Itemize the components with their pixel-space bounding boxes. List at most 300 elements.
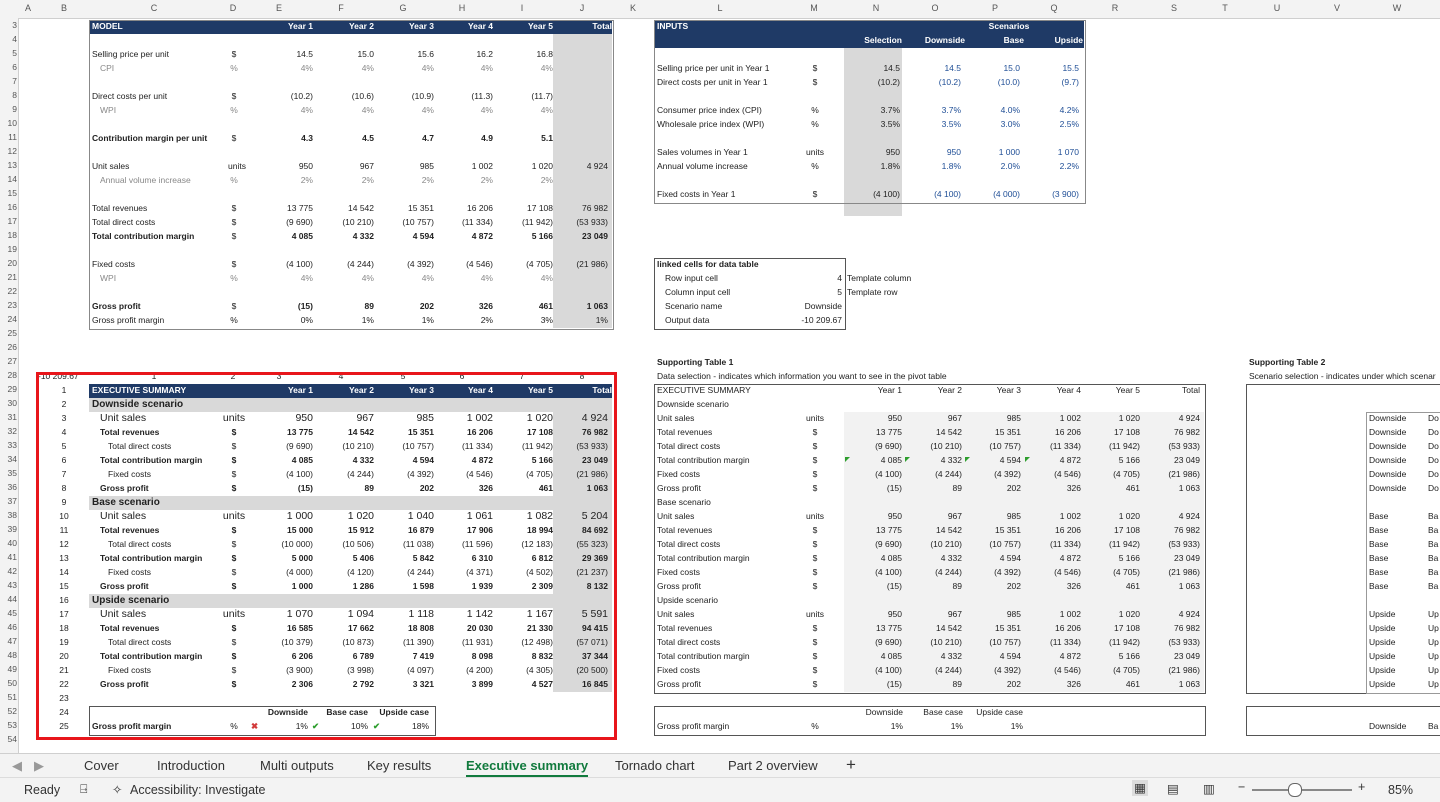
input-selection: 950: [885, 147, 900, 157]
linked-value: -10 209.67: [801, 315, 842, 325]
exec-row-number: 21: [59, 665, 69, 675]
exec-row-unit: $: [231, 483, 237, 493]
row-number: 10: [7, 118, 17, 128]
exec-cell: 16 585: [287, 623, 313, 633]
exec-row-label: Total direct costs: [108, 539, 172, 549]
exec-row-number: 20: [59, 651, 69, 661]
column-header: T: [1222, 3, 1228, 13]
input-label: Direct costs per unit in Year 1: [657, 77, 768, 87]
sheet-tabs-bar: [0, 753, 1440, 778]
support2-scenario: Base: [1369, 553, 1389, 563]
support2-scenario-trunc: Up: [1428, 679, 1439, 689]
check-icon: ✔: [373, 721, 381, 731]
exec-gpm-label: Gross profit margin: [92, 721, 172, 731]
row-number: 17: [7, 216, 17, 226]
row-number: 29: [7, 384, 17, 394]
exec-cell: (4 392): [407, 469, 434, 479]
support2-scenario-trunc: Ba: [1428, 553, 1439, 563]
input-selection: (4 100): [873, 189, 900, 199]
tab-tornado-chart[interactable]: Tornado chart: [615, 758, 695, 773]
exec-row-unit: $: [231, 679, 237, 689]
support2-scenario: Upside: [1369, 679, 1396, 689]
zoom-slider-handle[interactable]: [1288, 783, 1302, 797]
support1-cell: 89: [952, 483, 962, 493]
input-label: Selling price per unit in Year 1: [657, 63, 770, 73]
row-number: 21: [7, 272, 17, 282]
support1-cell: 89: [952, 679, 962, 689]
support1-block-title: Base scenario: [657, 497, 711, 507]
model-cell: 4 872: [471, 231, 493, 241]
model-cell: 461: [538, 301, 553, 311]
support1-cell: 5 166: [1118, 553, 1140, 563]
exec-row-label: Fixed costs: [108, 469, 151, 479]
model-cell: 2%: [480, 175, 493, 185]
exec-cell: 8 832: [531, 651, 553, 661]
input-label: Wholesale price index (WPI): [657, 119, 765, 129]
normal-view-icon[interactable]: ▦: [1132, 780, 1148, 796]
linked-title: linked cells for data table: [657, 259, 759, 269]
support1-cell: 326: [1066, 483, 1081, 493]
support1-cell: 4 872: [1059, 455, 1081, 465]
model-cell: 15 351: [408, 203, 434, 213]
row-number: 20: [7, 258, 17, 268]
exec-cell: (4 705): [526, 469, 553, 479]
support2-scenario: Upside: [1369, 651, 1396, 661]
exec-col-number: 6: [459, 371, 465, 381]
model-cell: (15): [297, 301, 313, 311]
exec-row-unit: $: [231, 525, 237, 535]
exec-cell: (15): [297, 483, 313, 493]
row-number: 16: [7, 202, 17, 212]
model-cell: 4%: [361, 105, 374, 115]
row-number: 6: [12, 62, 17, 72]
add-sheet-icon[interactable]: +: [846, 755, 856, 774]
check-icon: ✔: [312, 721, 320, 731]
support1-cell: 4 594: [999, 455, 1021, 465]
model-col-header: Year 2: [348, 21, 374, 31]
support2-scenario: Base: [1369, 525, 1389, 535]
support1-cell: 17 108: [1114, 623, 1140, 633]
row-number: 41: [7, 552, 17, 562]
input-label: Sales volumes in Year 1: [657, 147, 748, 157]
input-selection: 14.5: [883, 63, 900, 73]
support1-cell: (9 690): [875, 637, 902, 647]
support2-scenario: Downside: [1369, 483, 1407, 493]
exec-cell: (10 000): [281, 539, 313, 549]
exec-cell: (4 305): [526, 665, 553, 675]
support1-total: 23 049: [1174, 651, 1200, 661]
exec-cell: 3 321: [412, 679, 434, 689]
exec-cell: 1 939: [471, 581, 493, 591]
exec-cell: 950: [295, 412, 313, 424]
support1-row-label: Total contribution margin: [657, 455, 750, 465]
support1-col-header: Year 2: [937, 385, 962, 395]
support2-scenario-trunc: Ba: [1428, 581, 1439, 591]
exec-row-label: Unit sales: [100, 412, 147, 424]
exec-row-unit: $: [231, 651, 237, 661]
exec-cell: 2 792: [352, 679, 374, 689]
exec-cell: (11 596): [461, 539, 493, 549]
support1-cell: 4 085: [880, 455, 902, 465]
exec-cell: 1 598: [412, 581, 434, 591]
support1-cell: (10 757): [989, 637, 1021, 647]
support1-row-unit: $: [812, 581, 818, 591]
support1-cell: 985: [1006, 413, 1021, 423]
linked-value: 5: [837, 287, 842, 297]
row-number: 52: [7, 706, 17, 716]
tab-executive-summary[interactable]: Executive summary: [466, 758, 588, 777]
support1-cell: (4 546): [1054, 567, 1081, 577]
column-header: C: [150, 3, 158, 13]
support1-cell: 326: [1066, 679, 1081, 689]
exec-cell: 17 662: [348, 623, 374, 633]
support1-cell: 1 002: [1059, 511, 1081, 521]
exec-col-header: Total: [592, 385, 612, 395]
zoom-level[interactable]: 85%: [1388, 783, 1414, 797]
model-cell: 4%: [540, 105, 553, 115]
support1-cell: 967: [947, 609, 962, 619]
model-cell: (11.7): [531, 91, 553, 101]
column-header: D: [229, 3, 237, 13]
exec-cell: 17 108: [527, 427, 553, 437]
model-cell: 4%: [361, 273, 374, 283]
exec-cell: 1 118: [408, 608, 434, 620]
exec-cell: (12 498): [521, 637, 553, 647]
accessibility-icon[interactable]: ✧: [112, 783, 123, 797]
model-cell: 16.2: [476, 49, 493, 59]
linked-note: Template row: [847, 287, 898, 297]
exec-row-number: 5: [61, 441, 67, 451]
exec-row-label: Fixed costs: [108, 567, 151, 577]
support1-col-header: Year 1: [877, 385, 902, 395]
row-number: 38: [7, 510, 17, 520]
support1-cell: 14 542: [936, 623, 962, 633]
exec-cell: 326: [478, 483, 493, 493]
support1-cell: (15): [886, 679, 902, 689]
model-cell: 4%: [540, 273, 553, 283]
support2-scenario: Downside: [1369, 427, 1407, 437]
model-cell: 326: [478, 301, 493, 311]
support1-cell: 967: [947, 511, 962, 521]
exec-row-number: 9: [61, 497, 67, 507]
exec-row-unit: $: [231, 553, 237, 563]
support1-row-unit: $: [812, 427, 818, 437]
model-row-unit: $: [231, 91, 237, 101]
model-cell: 4%: [300, 63, 313, 73]
support1-cell: (11 334): [1049, 539, 1081, 549]
column-header: E: [275, 3, 282, 13]
exec-cell: (3 998): [347, 665, 374, 675]
model-cell: (4 392): [407, 259, 434, 269]
exec-total-cell: 76 982: [582, 427, 608, 437]
support1-row-unit: units: [806, 511, 824, 521]
support2-desc: Scenario selection - indicates under which scenar: [1249, 371, 1436, 381]
row-number: 8: [12, 90, 17, 100]
support1-cell: (4 392): [994, 469, 1021, 479]
model-cell: 4.7: [422, 133, 434, 143]
linked-note: Template column: [847, 273, 912, 283]
model-cell: 4.5: [362, 133, 374, 143]
tab-key-results[interactable]: Key results: [367, 758, 432, 773]
linked-label: Scenario name: [665, 301, 723, 311]
column-header: W: [1392, 3, 1402, 13]
exec-cell: 15 351: [408, 427, 434, 437]
model-cell: 4.9: [481, 133, 493, 143]
support2-scenario-trunc: Up: [1428, 609, 1439, 619]
exec-cell: 5 406: [352, 553, 374, 563]
support1-cell: (4 100): [875, 665, 902, 675]
model-row-label: Gross profit margin: [92, 315, 165, 325]
status-bar: [0, 777, 1440, 802]
model-row-unit: $: [231, 133, 237, 143]
model-cell: (4 705): [526, 259, 553, 269]
model-cell: (10.2): [290, 91, 313, 101]
support2-scenario-trunc: Up: [1428, 651, 1439, 661]
model-row-label: Contribution margin per unit: [92, 133, 208, 143]
model-cell: (9 690): [286, 217, 313, 227]
exec-cell: 7 419: [412, 651, 434, 661]
support1-row-label: Fixed costs: [657, 567, 700, 577]
column-header-bar: [0, 0, 1440, 19]
support1-cell: 16 206: [1055, 623, 1081, 633]
exec-row-label: Fixed costs: [108, 665, 151, 675]
support1-row-unit: $: [812, 483, 818, 493]
tab-scroll-right-icon[interactable]: ▶: [34, 758, 44, 773]
input-value: 14.5: [944, 63, 961, 73]
exec-row-unit: $: [231, 567, 237, 577]
support2-scenario-trunc: Do: [1428, 427, 1439, 437]
scenario-col-header: Upside: [1054, 35, 1083, 45]
model-row-label: Annual volume increase: [100, 175, 191, 185]
exec-cell: (10 379): [281, 637, 313, 647]
model-row-label: Direct costs per unit: [92, 91, 168, 101]
input-value: 1 000: [998, 147, 1020, 157]
support1-row-unit: $: [812, 469, 818, 479]
support2-scenario: Upside: [1369, 665, 1396, 675]
model-cell: 13 775: [287, 203, 313, 213]
support1-cell: 4 594: [999, 553, 1021, 563]
support1-row-label: Fixed costs: [657, 469, 700, 479]
row-number: 31: [7, 412, 17, 422]
model-cell: (10 757): [402, 217, 434, 227]
exec-cell: 16 879: [408, 525, 434, 535]
model-cell: 16 206: [467, 203, 493, 213]
row-number: 36: [7, 482, 17, 492]
input-selection: (10.2): [877, 77, 900, 87]
error-indicator-icon: [845, 457, 850, 462]
tab-scroll-left-icon[interactable]: ◀: [12, 758, 22, 773]
column-header: I: [520, 3, 524, 13]
exec-cell: 18 994: [527, 525, 553, 535]
model-cell: 2%: [480, 315, 493, 325]
model-cell: 967: [359, 161, 374, 171]
column-header: G: [399, 3, 407, 13]
row-number: 23: [7, 300, 17, 310]
support2-scenario-trunc: Up: [1428, 637, 1439, 647]
support1-total: 76 982: [1174, 623, 1200, 633]
page-break-icon[interactable]: ▥: [1203, 782, 1215, 796]
support1-row-unit: units: [806, 609, 824, 619]
selection-label: Selection: [864, 35, 902, 45]
model-cell: 4 332: [352, 231, 374, 241]
scenario-col-header: Base: [1003, 35, 1024, 45]
support2-scenario: Upside: [1369, 637, 1396, 647]
support2-scenario: Base: [1369, 511, 1389, 521]
model-cell: 17 108: [527, 203, 553, 213]
support1-gpm-unit: %: [811, 721, 819, 731]
model-cell: 1%: [421, 315, 434, 325]
exec-cell: (11 390): [402, 637, 434, 647]
input-value: (10.2): [938, 77, 961, 87]
support1-cell: (4 100): [875, 567, 902, 577]
zoom-out-icon[interactable]: −: [1238, 780, 1246, 794]
row-number: 26: [7, 342, 17, 352]
exec-total-cell: 94 415: [582, 623, 608, 633]
model-row-unit: $: [231, 203, 237, 213]
exec-cell: (10 506): [342, 539, 374, 549]
support2-scenario: Upside: [1369, 609, 1396, 619]
exec-total-cell: 8 132: [586, 581, 608, 591]
exec-row-number: 4: [61, 427, 67, 437]
tab-multi-outputs[interactable]: Multi outputs: [260, 758, 334, 773]
exec-cell: 1 142: [466, 608, 493, 620]
support1-cell: (11 334): [1049, 637, 1081, 647]
support2-last: Downside: [1369, 721, 1407, 731]
column-header: R: [1111, 3, 1119, 13]
row-number: 49: [7, 664, 17, 674]
page-layout-icon[interactable]: ▤: [1167, 782, 1179, 796]
model-row-label: Fixed costs: [92, 259, 135, 269]
exec-cell: 1 061: [466, 510, 493, 522]
support1-cell: (11 942): [1108, 637, 1140, 647]
input-value: 15.5: [1062, 63, 1079, 73]
exec-cell: 967: [356, 412, 374, 424]
support1-row-unit: units: [806, 413, 824, 423]
exec-cell: 202: [419, 483, 434, 493]
row-header-bar: [0, 18, 19, 753]
exec-col-number: 4: [338, 371, 344, 381]
model-total-cell: 23 049: [582, 231, 608, 241]
exec-row-label: Total revenues: [100, 623, 160, 633]
support1-cell: (9 690): [875, 441, 902, 451]
exec-gpm-unit: %: [230, 721, 238, 731]
support1-cell: 202: [1006, 679, 1021, 689]
exec-cell: 2 306: [291, 679, 313, 689]
row-number: 15: [7, 188, 17, 198]
exec-cell: (11 942): [521, 441, 553, 451]
tab-introduction[interactable]: Introduction: [157, 758, 225, 773]
input-value: (4 000): [993, 189, 1020, 199]
model-cell: 16.8: [536, 49, 553, 59]
support1-cell: 14 542: [936, 525, 962, 535]
support1-cell: (10 757): [989, 441, 1021, 451]
exec-cell: 1 070: [286, 608, 313, 620]
support2-scenario: Base: [1369, 581, 1389, 591]
support1-cell: (4 705): [1113, 567, 1140, 577]
exec-row-number: 24: [59, 707, 69, 717]
row-number: 51: [7, 692, 17, 702]
model-row-unit: %: [230, 315, 238, 325]
input-value: 2.5%: [1059, 119, 1079, 129]
row-number: 12: [7, 146, 17, 156]
inputs-border: [654, 20, 1086, 204]
support1-cell: 950: [887, 511, 902, 521]
exec-cell: (4 244): [347, 469, 374, 479]
exec-row-number: 1: [61, 385, 67, 395]
exec-row-number: 15: [59, 581, 69, 591]
model-cell: (11 334): [461, 217, 493, 227]
support1-cell: (4 392): [994, 665, 1021, 675]
row-number: 4: [12, 34, 17, 44]
row-number: 9: [12, 104, 17, 114]
row-number: 46: [7, 622, 17, 632]
exec-row-label: Total direct costs: [108, 441, 172, 451]
column-header: N: [872, 3, 880, 13]
exec-gpm-head: Upside case: [379, 707, 429, 717]
exec-total-cell: 4 924: [581, 412, 608, 424]
exec-cell: 15 912: [348, 525, 374, 535]
support1-row-label: Gross profit: [657, 679, 701, 689]
input-unit: %: [811, 105, 819, 115]
model-cell: 4%: [300, 273, 313, 283]
model-cell: 4.3: [301, 133, 313, 143]
model-cell: (11.3): [471, 91, 493, 101]
exec-row-unit: units: [222, 608, 246, 620]
support1-cell: (10 210): [930, 539, 962, 549]
tab-cover[interactable]: Cover: [84, 758, 119, 773]
macro-record-icon[interactable]: ⍈: [80, 782, 88, 796]
exec-col-header: Year 3: [408, 385, 434, 395]
exec-row-unit: $: [231, 539, 237, 549]
exec-row-unit: $: [231, 623, 237, 633]
exec-cell: 20 030: [467, 623, 493, 633]
model-cell: 2%: [300, 175, 313, 185]
linked-label: Output data: [665, 315, 710, 325]
exec-cell: (4 097): [407, 665, 434, 675]
support2-scenario-trunc: Ba: [1428, 511, 1439, 521]
support1-cell: 1 002: [1059, 609, 1081, 619]
zoom-in-icon[interactable]: +: [1358, 780, 1366, 794]
support2-scenario-trunc: Do: [1428, 413, 1439, 423]
support1-cell: (11 334): [1049, 441, 1081, 451]
tab-part-2-overview[interactable]: Part 2 overview: [728, 758, 818, 773]
row-number: 5: [12, 48, 17, 58]
model-cell: 0%: [300, 315, 313, 325]
support1-cell: (15): [886, 483, 902, 493]
model-col-header: Year 3: [408, 21, 434, 31]
exec-total-cell: (20 500): [576, 665, 608, 675]
model-total-cell: 76 982: [582, 203, 608, 213]
exec-row-label: Total contribution margin: [100, 553, 203, 563]
model-cell: 5 166: [531, 231, 553, 241]
model-cell: (4 244): [347, 259, 374, 269]
model-cell: 3%: [540, 315, 553, 325]
support1-cell: 13 775: [876, 427, 902, 437]
support1-row-label: Unit sales: [657, 609, 695, 619]
exec-cell: 5 166: [531, 455, 553, 465]
column-header: U: [1273, 3, 1281, 13]
model-cell: 14.5: [296, 49, 313, 59]
exec-scenario-title: Downside scenario: [92, 399, 184, 410]
support2-scenario-trunc: Ba: [1428, 567, 1439, 577]
exec-cell: 4 527: [531, 679, 553, 689]
model-cell: 89: [364, 301, 374, 311]
exec-cell: 1 286: [352, 581, 374, 591]
zoom-slider[interactable]: [1252, 789, 1352, 791]
accessibility-status[interactable]: Accessibility: Investigate: [130, 783, 266, 797]
exec-cell: (9 690): [286, 441, 313, 451]
row-number: 45: [7, 608, 17, 618]
